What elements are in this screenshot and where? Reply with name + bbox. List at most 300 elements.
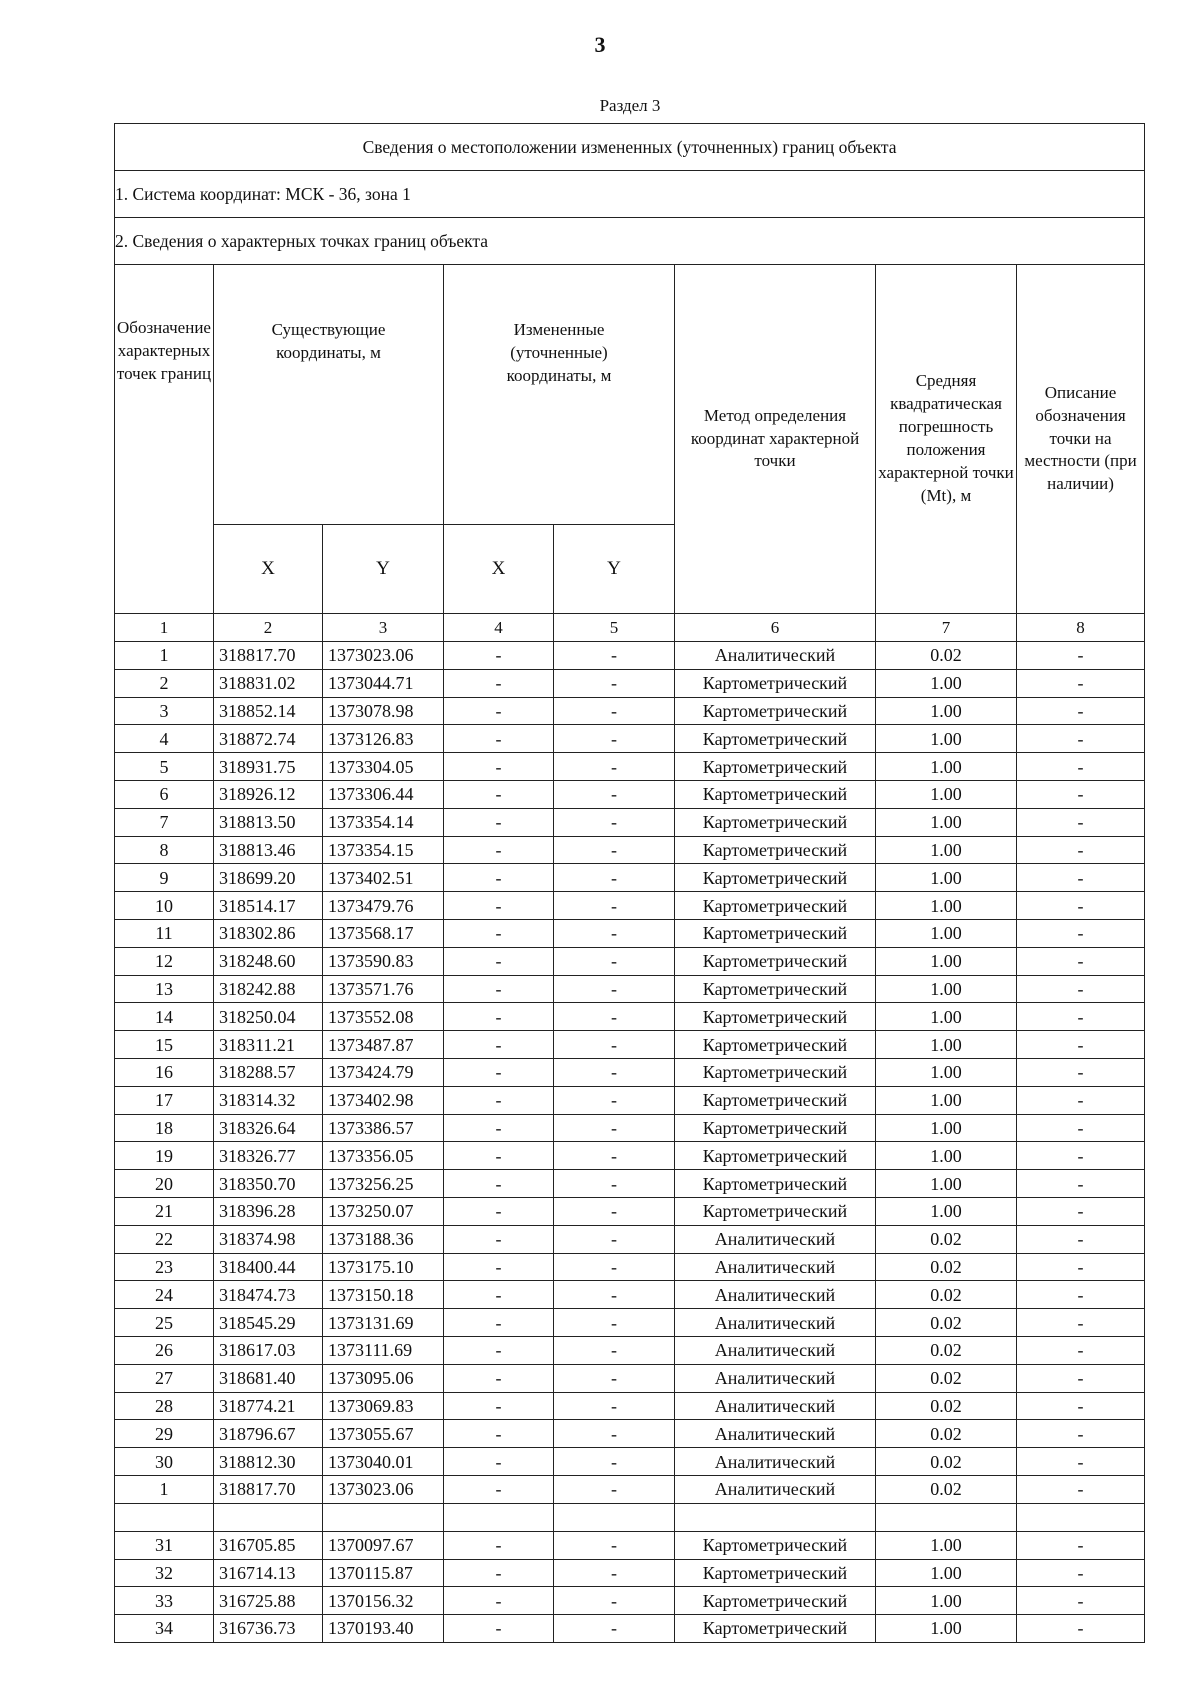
cell-existing-y: 1373111.69 xyxy=(323,1336,444,1364)
cell-method: Картометрический xyxy=(675,1142,876,1170)
cell-point-number: 26 xyxy=(115,1336,214,1364)
cell-existing-y: 1373424.79 xyxy=(323,1058,444,1086)
cell-point-number: 34 xyxy=(115,1615,214,1643)
cell-changed-y: - xyxy=(554,919,675,947)
cell-existing-y: 1373571.76 xyxy=(323,975,444,1003)
cell-changed-x: - xyxy=(444,808,554,836)
cell-changed-y: - xyxy=(554,947,675,975)
cell-description: - xyxy=(1017,1336,1145,1364)
cell-mean-square-error xyxy=(876,1503,1017,1531)
cell-description: - xyxy=(1017,947,1145,975)
cell-existing-y: 1373552.08 xyxy=(323,1003,444,1031)
cell-changed-x: - xyxy=(444,1420,554,1448)
cell-existing-y: 1373023.06 xyxy=(323,642,444,670)
cell-description: - xyxy=(1017,669,1145,697)
cell-point-number: 16 xyxy=(115,1058,214,1086)
cell-existing-x: 318699.20 xyxy=(214,864,323,892)
cell-changed-y: - xyxy=(554,725,675,753)
table-row xyxy=(115,780,1145,808)
table-row xyxy=(115,1031,1145,1059)
cell-existing-x: 318774.21 xyxy=(214,1392,323,1420)
cell-mean-square-error: 1.00 xyxy=(876,1559,1017,1587)
cell-point-number: 25 xyxy=(115,1309,214,1337)
cell-point-number: 1 xyxy=(115,642,214,670)
cell-point-number: 2 xyxy=(115,669,214,697)
cell-method: Аналитический xyxy=(675,1281,876,1309)
cell-changed-x: - xyxy=(444,919,554,947)
table-row xyxy=(115,836,1145,864)
cell-point-number: 33 xyxy=(115,1587,214,1615)
cell-method: Картометрический xyxy=(675,1086,876,1114)
cell-point-number: 10 xyxy=(115,892,214,920)
table-row xyxy=(115,947,1145,975)
table-row xyxy=(115,1559,1145,1587)
cell-description: - xyxy=(1017,1142,1145,1170)
cell-existing-x: 318326.64 xyxy=(214,1114,323,1142)
cell-description: - xyxy=(1017,1114,1145,1142)
table-row xyxy=(115,1225,1145,1253)
cell-existing-y: 1373479.76 xyxy=(323,892,444,920)
points-caption: 2. Сведения о характерных точках границ объекта xyxy=(115,218,1145,265)
cell-method: Картометрический xyxy=(675,808,876,836)
cell-description: - xyxy=(1017,697,1145,725)
cell-existing-x: 318350.70 xyxy=(214,1170,323,1198)
cell-mean-square-error: 1.00 xyxy=(876,669,1017,697)
cell-mean-square-error: 1.00 xyxy=(876,892,1017,920)
cell-mean-square-error: 0.02 xyxy=(876,1253,1017,1281)
cell-changed-y: - xyxy=(554,1197,675,1225)
cell-existing-x: 318288.57 xyxy=(214,1058,323,1086)
table-row xyxy=(115,1587,1145,1615)
cell-existing-y: 1370097.67 xyxy=(323,1531,444,1559)
cell-changed-y: - xyxy=(554,892,675,920)
cell-point-number: 7 xyxy=(115,808,214,836)
cell-existing-x: 318831.02 xyxy=(214,669,323,697)
cell-changed-x: - xyxy=(444,725,554,753)
cell-method: Картометрический xyxy=(675,1615,876,1643)
cell-changed-y: - xyxy=(554,1615,675,1643)
header-existing-x: X xyxy=(214,525,323,614)
cell-method: Картометрический xyxy=(675,1058,876,1086)
header-existing-y: Y xyxy=(323,525,444,614)
cell-changed-y: - xyxy=(554,1392,675,1420)
cell-changed-y: - xyxy=(554,1309,675,1337)
cell-mean-square-error: 1.00 xyxy=(876,1531,1017,1559)
cell-changed-y: - xyxy=(554,1058,675,1086)
cell-method: Аналитический xyxy=(675,642,876,670)
header-point-designation: Обозначение характерных точек границ xyxy=(115,265,214,614)
cell-existing-x: 318474.73 xyxy=(214,1281,323,1309)
header-method: Метод определения координат характерной точки xyxy=(675,265,876,614)
cell-point-number: 30 xyxy=(115,1448,214,1476)
cell-existing-y: 1373356.05 xyxy=(323,1142,444,1170)
cell-method xyxy=(675,1503,876,1531)
cell-changed-x: - xyxy=(444,1587,554,1615)
table-row xyxy=(115,669,1145,697)
cell-mean-square-error: 0.02 xyxy=(876,1281,1017,1309)
cell-changed-x: - xyxy=(444,1392,554,1420)
cell-existing-y: 1373078.98 xyxy=(323,697,444,725)
cell-description: - xyxy=(1017,1364,1145,1392)
cell-existing-x: 318852.14 xyxy=(214,697,323,725)
cell-changed-y: - xyxy=(554,1587,675,1615)
cell-changed-y: - xyxy=(554,697,675,725)
table-row xyxy=(115,1531,1145,1559)
column-number: 4 xyxy=(444,614,554,642)
cell-changed-y: - xyxy=(554,1031,675,1059)
cell-description: - xyxy=(1017,642,1145,670)
cell-method: Картометрический xyxy=(675,1587,876,1615)
cell-description: - xyxy=(1017,919,1145,947)
cell-existing-y: 1373175.10 xyxy=(323,1253,444,1281)
cell-method: Картометрический xyxy=(675,780,876,808)
cell-point-number: 15 xyxy=(115,1031,214,1059)
cell-existing-y: 1373131.69 xyxy=(323,1309,444,1337)
cell-changed-y: - xyxy=(554,1364,675,1392)
cell-point-number: 9 xyxy=(115,864,214,892)
cell-changed-x: - xyxy=(444,1615,554,1643)
cell-description: - xyxy=(1017,1587,1145,1615)
cell-method: Аналитический xyxy=(675,1475,876,1503)
cell-existing-x: 318813.50 xyxy=(214,808,323,836)
cell-existing-y: 1373126.83 xyxy=(323,725,444,753)
cell-changed-x: - xyxy=(444,975,554,1003)
table-row xyxy=(115,1170,1145,1198)
cell-method: Аналитический xyxy=(675,1420,876,1448)
table-row xyxy=(115,697,1145,725)
cell-point-number: 22 xyxy=(115,1225,214,1253)
cell-existing-x: 318326.77 xyxy=(214,1142,323,1170)
cell-existing-x: 318242.88 xyxy=(214,975,323,1003)
cell-method: Аналитический xyxy=(675,1392,876,1420)
cell-mean-square-error: 1.00 xyxy=(876,808,1017,836)
cell-description: - xyxy=(1017,1086,1145,1114)
cell-changed-y: - xyxy=(554,1559,675,1587)
cell-changed-x: - xyxy=(444,836,554,864)
cell-changed-y: - xyxy=(554,1003,675,1031)
cell-existing-x: 318926.12 xyxy=(214,780,323,808)
cell-existing-y: 1373402.51 xyxy=(323,864,444,892)
cell-mean-square-error: 1.00 xyxy=(876,1086,1017,1114)
cell-point-number: 29 xyxy=(115,1420,214,1448)
cell-method: Картометрический xyxy=(675,753,876,781)
cell-existing-x: 318545.29 xyxy=(214,1309,323,1337)
cell-point-number: 21 xyxy=(115,1197,214,1225)
table-row xyxy=(115,1392,1145,1420)
cell-existing-y: 1373256.25 xyxy=(323,1170,444,1198)
cell-changed-x: - xyxy=(444,1086,554,1114)
cell-existing-y: 1370193.40 xyxy=(323,1615,444,1643)
cell-changed-x: - xyxy=(444,1142,554,1170)
cell-method: Картометрический xyxy=(675,864,876,892)
cell-changed-x: - xyxy=(444,669,554,697)
column-number: 1 xyxy=(115,614,214,642)
table-row xyxy=(115,1448,1145,1476)
cell-existing-x: 318817.70 xyxy=(214,642,323,670)
cell-point-number: 31 xyxy=(115,1531,214,1559)
cell-changed-y: - xyxy=(554,808,675,836)
cell-existing-x: 318374.98 xyxy=(214,1225,323,1253)
cell-changed-x: - xyxy=(444,1114,554,1142)
header-changed-coordinates: Измененные (уточненные) координаты, м xyxy=(444,265,675,525)
cell-description xyxy=(1017,1503,1145,1531)
cell-description: - xyxy=(1017,864,1145,892)
cell-method: Аналитический xyxy=(675,1225,876,1253)
cell-method: Картометрический xyxy=(675,892,876,920)
cell-description: - xyxy=(1017,1253,1145,1281)
cell-description: - xyxy=(1017,1031,1145,1059)
cell-changed-y: - xyxy=(554,1448,675,1476)
cell-existing-x: 318813.46 xyxy=(214,836,323,864)
cell-changed-y: - xyxy=(554,669,675,697)
cell-existing-y: 1373402.98 xyxy=(323,1086,444,1114)
cell-mean-square-error: 0.02 xyxy=(876,642,1017,670)
cell-existing-y: 1373055.67 xyxy=(323,1420,444,1448)
cell-changed-x: - xyxy=(444,1225,554,1253)
cell-mean-square-error: 1.00 xyxy=(876,753,1017,781)
cell-existing-y: 1370156.32 xyxy=(323,1587,444,1615)
cell-method: Картометрический xyxy=(675,947,876,975)
cell-mean-square-error: 0.02 xyxy=(876,1309,1017,1337)
cell-changed-y: - xyxy=(554,1142,675,1170)
cell-changed-y: - xyxy=(554,642,675,670)
cell-mean-square-error: 1.00 xyxy=(876,725,1017,753)
cell-mean-square-error: 0.02 xyxy=(876,1392,1017,1420)
cell-changed-x: - xyxy=(444,1170,554,1198)
cell-existing-y: 1373590.83 xyxy=(323,947,444,975)
cell-changed-y: - xyxy=(554,1225,675,1253)
header-changed-x: X xyxy=(444,525,554,614)
cell-method: Картометрический xyxy=(675,1003,876,1031)
cell-method: Аналитический xyxy=(675,1309,876,1337)
cell-method: Картометрический xyxy=(675,1170,876,1198)
cell-mean-square-error: 1.00 xyxy=(876,836,1017,864)
cell-point-number: 24 xyxy=(115,1281,214,1309)
cell-mean-square-error: 1.00 xyxy=(876,1058,1017,1086)
cell-description: - xyxy=(1017,975,1145,1003)
cell-method: Картометрический xyxy=(675,1197,876,1225)
cell-existing-x: 318514.17 xyxy=(214,892,323,920)
cell-method: Картометрический xyxy=(675,697,876,725)
table-row xyxy=(115,1336,1145,1364)
cell-description: - xyxy=(1017,1197,1145,1225)
cell-method: Аналитический xyxy=(675,1336,876,1364)
table-row xyxy=(115,1003,1145,1031)
table-row xyxy=(115,725,1145,753)
cell-existing-y: 1373188.36 xyxy=(323,1225,444,1253)
cell-existing-y: 1373306.44 xyxy=(323,780,444,808)
cell-method: Картометрический xyxy=(675,1559,876,1587)
cell-mean-square-error: 0.02 xyxy=(876,1225,1017,1253)
cell-changed-x: - xyxy=(444,1559,554,1587)
cell-changed-x: - xyxy=(444,1531,554,1559)
cell-point-number: 12 xyxy=(115,947,214,975)
table-row xyxy=(115,1253,1145,1281)
column-number: 8 xyxy=(1017,614,1145,642)
cell-existing-x: 318872.74 xyxy=(214,725,323,753)
cell-description: - xyxy=(1017,1058,1145,1086)
cell-existing-y: 1373354.15 xyxy=(323,836,444,864)
cell-changed-x: - xyxy=(444,697,554,725)
table-row xyxy=(115,1142,1145,1170)
cell-point-number: 1 xyxy=(115,1475,214,1503)
cell-existing-y: 1373304.05 xyxy=(323,753,444,781)
table-row xyxy=(115,1475,1145,1503)
cell-changed-y: - xyxy=(554,1475,675,1503)
cell-method: Картометрический xyxy=(675,975,876,1003)
cell-changed-y: - xyxy=(554,1420,675,1448)
cell-existing-y: 1373069.83 xyxy=(323,1392,444,1420)
cell-changed-y: - xyxy=(554,1531,675,1559)
cell-point-number: 14 xyxy=(115,1003,214,1031)
cell-changed-y: - xyxy=(554,1086,675,1114)
cell-changed-x: - xyxy=(444,1475,554,1503)
table-row xyxy=(115,1420,1145,1448)
cell-point-number: 8 xyxy=(115,836,214,864)
cell-existing-y: 1373568.17 xyxy=(323,919,444,947)
cell-method: Картометрический xyxy=(675,669,876,697)
cell-mean-square-error: 1.00 xyxy=(876,1587,1017,1615)
cell-point-number: 11 xyxy=(115,919,214,947)
cell-changed-x: - xyxy=(444,1448,554,1476)
cell-point-number: 27 xyxy=(115,1364,214,1392)
cell-mean-square-error: 1.00 xyxy=(876,947,1017,975)
cell-existing-y: 1373354.14 xyxy=(323,808,444,836)
cell-changed-x: - xyxy=(444,1058,554,1086)
cell-changed-x: - xyxy=(444,1031,554,1059)
table-row xyxy=(115,1058,1145,1086)
cell-existing-x: 316725.88 xyxy=(214,1587,323,1615)
cell-existing-x: 318617.03 xyxy=(214,1336,323,1364)
cell-description: - xyxy=(1017,1531,1145,1559)
cell-existing-y xyxy=(323,1503,444,1531)
cell-existing-x: 318396.28 xyxy=(214,1197,323,1225)
cell-description: - xyxy=(1017,892,1145,920)
column-number: 2 xyxy=(214,614,323,642)
cell-existing-y: 1370115.87 xyxy=(323,1559,444,1587)
cell-existing-x: 318311.21 xyxy=(214,1031,323,1059)
table-row xyxy=(115,1615,1145,1643)
cell-changed-y: - xyxy=(554,1114,675,1142)
table-row xyxy=(115,808,1145,836)
cell-existing-x: 318931.75 xyxy=(214,753,323,781)
table-row xyxy=(115,1364,1145,1392)
table-body xyxy=(115,642,1145,1643)
cell-existing-x xyxy=(214,1503,323,1531)
section-title: Раздел 3 xyxy=(599,96,661,115)
cell-description: - xyxy=(1017,1615,1145,1643)
cell-mean-square-error: 1.00 xyxy=(876,780,1017,808)
cell-changed-x: - xyxy=(444,780,554,808)
cell-existing-y: 1373095.06 xyxy=(323,1364,444,1392)
cell-description: - xyxy=(1017,1003,1145,1031)
table-row xyxy=(115,1086,1145,1114)
cell-description: - xyxy=(1017,1448,1145,1476)
cell-changed-x: - xyxy=(444,1281,554,1309)
header-mean-square-error: Средняя квадратическая погрешность положения характерной точки (Mt), м xyxy=(876,265,1017,614)
cell-description: - xyxy=(1017,1281,1145,1309)
column-number: 5 xyxy=(554,614,675,642)
cell-mean-square-error: 1.00 xyxy=(876,1114,1017,1142)
cell-method: Картометрический xyxy=(675,836,876,864)
cell-point-number: 4 xyxy=(115,725,214,753)
cell-description: - xyxy=(1017,1170,1145,1198)
cell-changed-x: - xyxy=(444,1003,554,1031)
cell-point-number: 28 xyxy=(115,1392,214,1420)
cell-changed-y: - xyxy=(554,836,675,864)
column-number: 7 xyxy=(876,614,1017,642)
table-caption: Сведения о местоположении измененных (уточненных) границ объекта xyxy=(115,124,1145,171)
cell-mean-square-error: 0.02 xyxy=(876,1364,1017,1392)
cell-existing-x: 318248.60 xyxy=(214,947,323,975)
header-changed-y: Y xyxy=(554,525,675,614)
cell-point-number: 20 xyxy=(115,1170,214,1198)
cell-point-number: 32 xyxy=(115,1559,214,1587)
cell-mean-square-error: 0.02 xyxy=(876,1336,1017,1364)
table-row xyxy=(115,1114,1145,1142)
cell-changed-y: - xyxy=(554,780,675,808)
cell-description: - xyxy=(1017,836,1145,864)
cell-description: - xyxy=(1017,1420,1145,1448)
cell-method: Картометрический xyxy=(675,1114,876,1142)
cell-changed-x: - xyxy=(444,947,554,975)
table-row xyxy=(115,864,1145,892)
cell-changed-y: - xyxy=(554,1281,675,1309)
column-number: 6 xyxy=(675,614,876,642)
cell-existing-x: 318796.67 xyxy=(214,1420,323,1448)
cell-changed-x: - xyxy=(444,642,554,670)
cell-existing-x: 318681.40 xyxy=(214,1364,323,1392)
cell-method: Аналитический xyxy=(675,1253,876,1281)
cell-existing-x: 318302.86 xyxy=(214,919,323,947)
cell-point-number: 17 xyxy=(115,1086,214,1114)
header-existing-coordinates: Существующие координаты, м xyxy=(214,265,444,525)
cell-description: - xyxy=(1017,808,1145,836)
table-row xyxy=(115,1281,1145,1309)
coordinate-system: 1. Система координат: МСК - 36, зона 1 xyxy=(115,171,1145,218)
column-number: 3 xyxy=(323,614,444,642)
cell-description: - xyxy=(1017,1392,1145,1420)
cell-description: - xyxy=(1017,725,1145,753)
page-number: 3 xyxy=(594,32,606,57)
cell-method: Картометрический xyxy=(675,1531,876,1559)
cell-mean-square-error: 0.02 xyxy=(876,1448,1017,1476)
cell-point-number: 23 xyxy=(115,1253,214,1281)
cell-point-number: 5 xyxy=(115,753,214,781)
table-row xyxy=(115,1503,1145,1531)
cell-method: Аналитический xyxy=(675,1364,876,1392)
cell-existing-y: 1373150.18 xyxy=(323,1281,444,1309)
table-row xyxy=(115,892,1145,920)
cell-description: - xyxy=(1017,1559,1145,1587)
cell-changed-y: - xyxy=(554,975,675,1003)
cell-existing-y: 1373040.01 xyxy=(323,1448,444,1476)
cell-changed-y: - xyxy=(554,1170,675,1198)
cell-mean-square-error: 1.00 xyxy=(876,1142,1017,1170)
cell-mean-square-error: 0.02 xyxy=(876,1420,1017,1448)
cell-changed-y: - xyxy=(554,753,675,781)
cell-description: - xyxy=(1017,753,1145,781)
cell-description: - xyxy=(1017,780,1145,808)
cell-changed-x: - xyxy=(444,1336,554,1364)
cell-changed-x: - xyxy=(444,1197,554,1225)
table-row xyxy=(115,919,1145,947)
table-row xyxy=(115,753,1145,781)
header-point-description: Описание обозначения точки на местности (при наличии) xyxy=(1017,265,1145,614)
cell-changed-x xyxy=(444,1503,554,1531)
table-row xyxy=(115,642,1145,670)
cell-mean-square-error: 1.00 xyxy=(876,1197,1017,1225)
